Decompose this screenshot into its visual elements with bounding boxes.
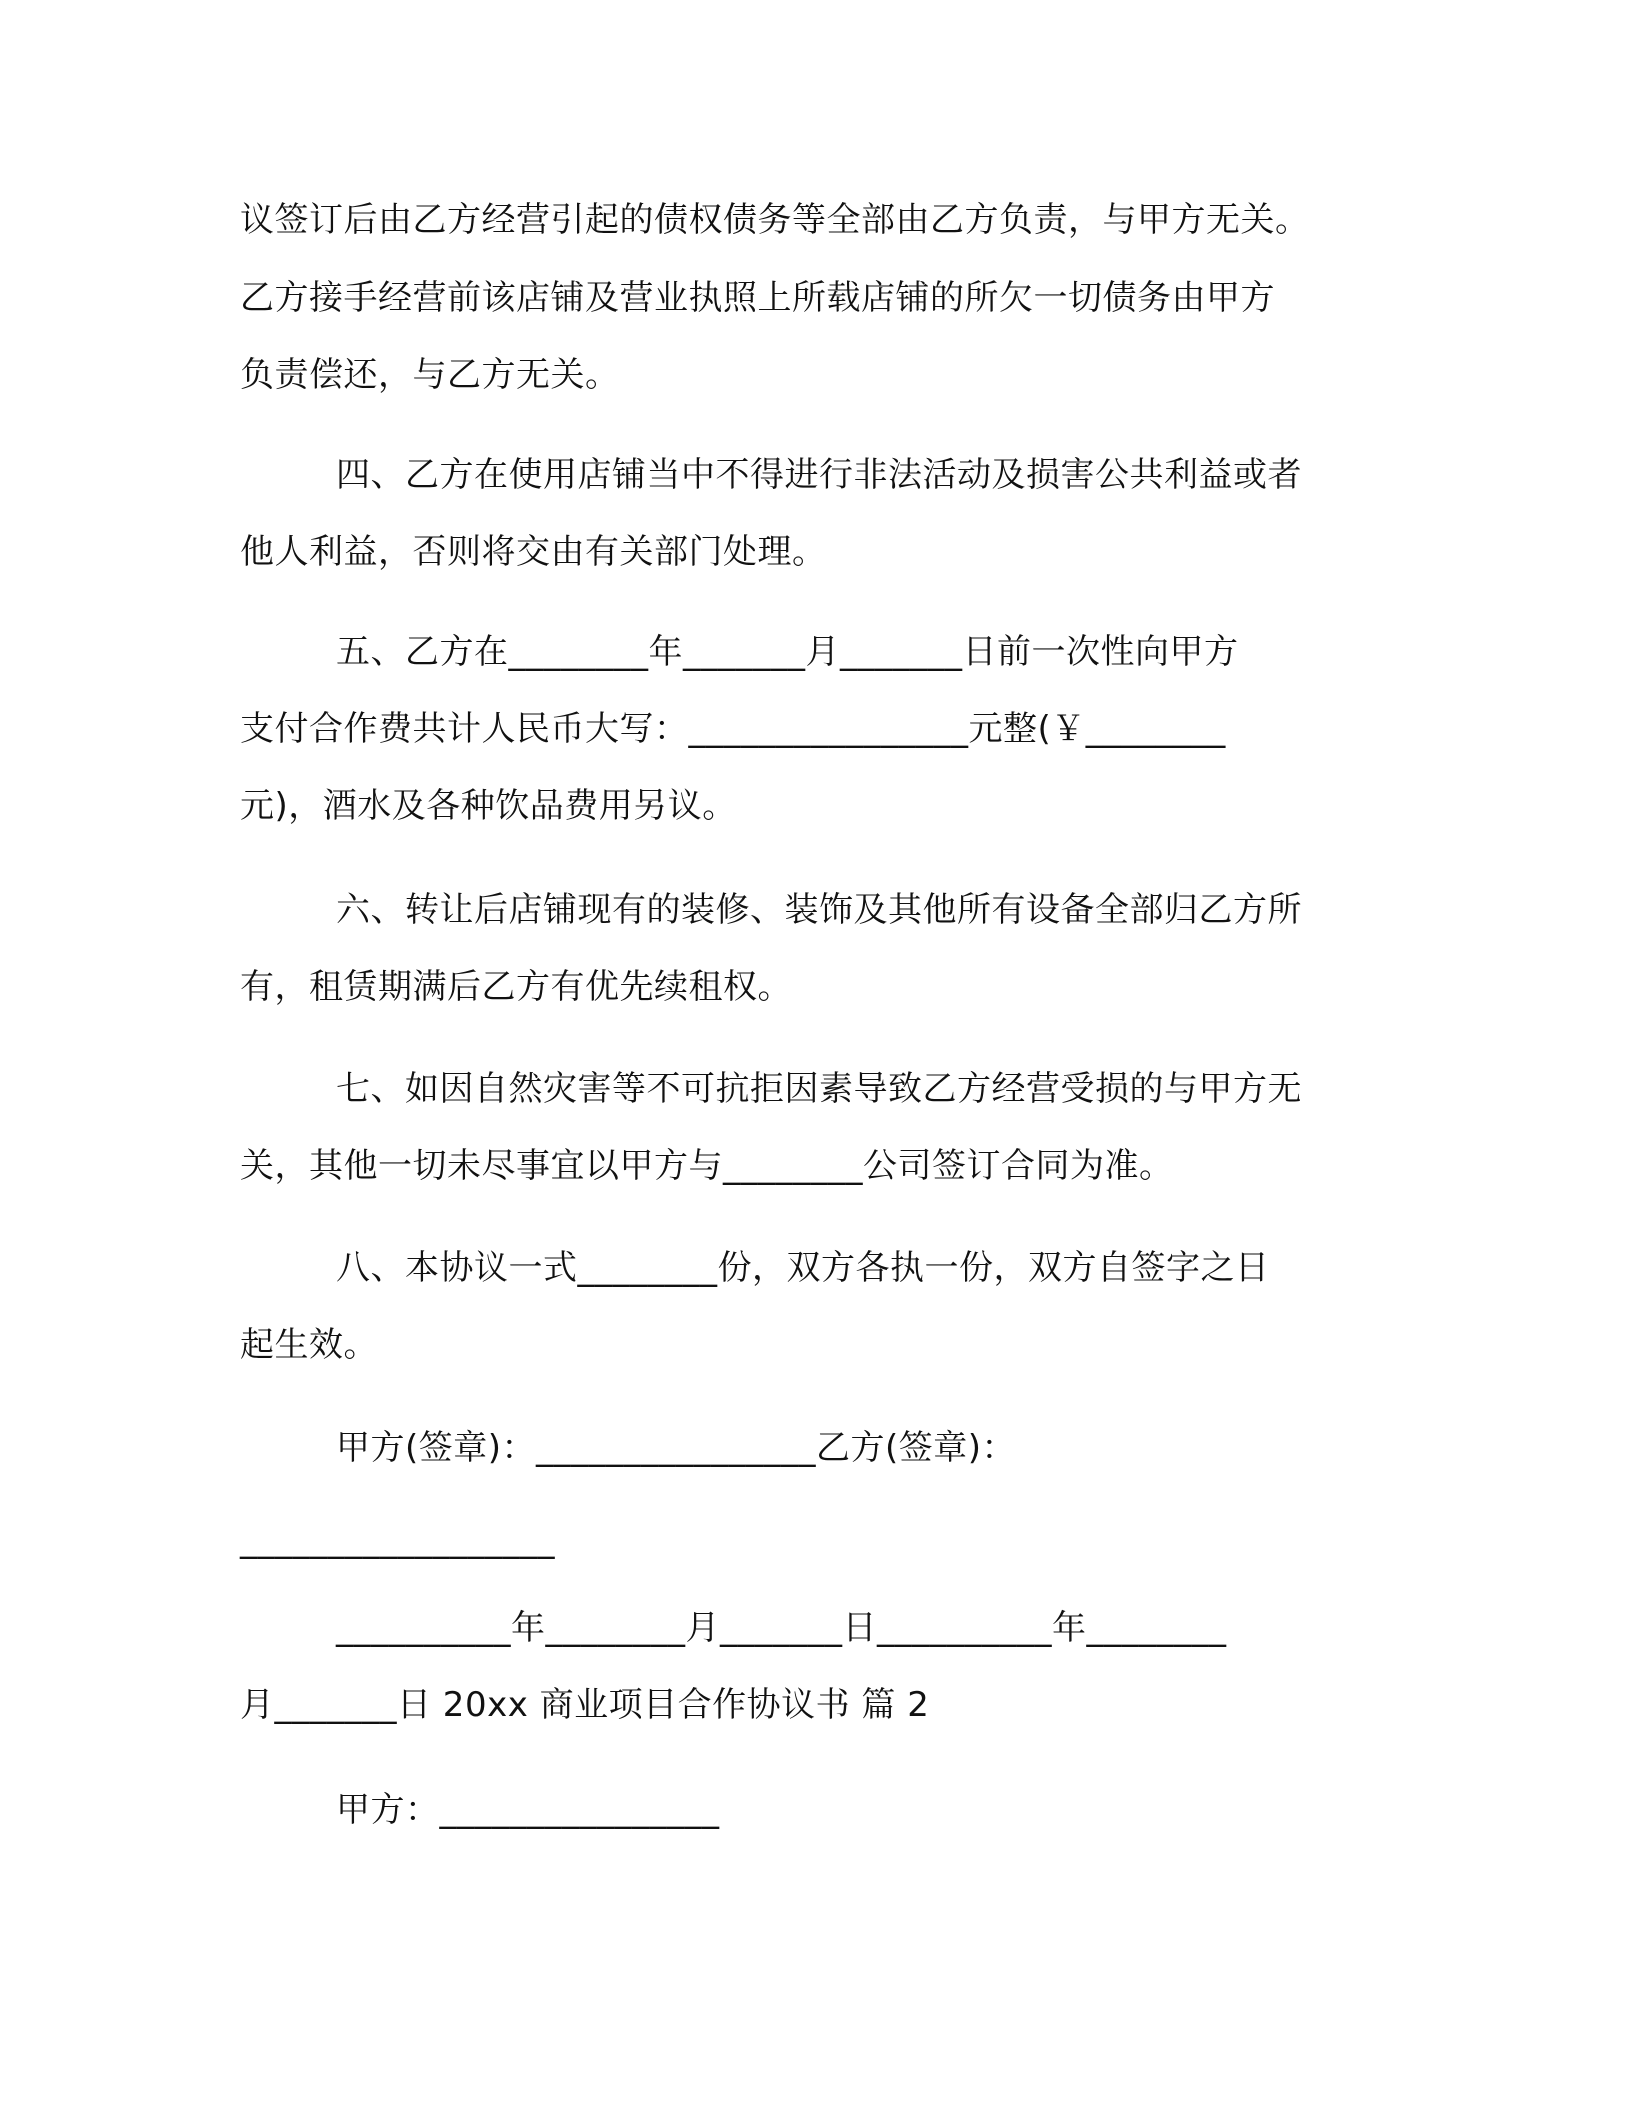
clause-5-line-1: 五、乙方在________年_______月_______日前一次性向甲方 [336,632,1239,672]
clause-6-line-2: 有，租赁期满后乙方有优先续租权。 [240,967,792,1007]
clause-7-line-2: 关，其他一切未尽事宜以甲方与________公司签订合同为准。 [240,1146,1174,1186]
clause-7-line-1: 七、如因自然灾害等不可抗拒因素导致乙方经营受损的与甲方无 [336,1069,1302,1109]
clause-8-line-1: 八、本协议一式________份，双方各执一份，双方自签字之日 [336,1248,1270,1288]
clause-5-line-2: 支付合作费共计人民币大写：________________元整(￥________ [240,709,1226,749]
clause-4-line-2: 他人利益，否则将交由有关部门处理。 [240,532,827,572]
section-heading-line: 月_______日 20xx 商业项目合作协议书 篇 2 [240,1685,930,1725]
clause-6-line-1: 六、转让后店铺现有的装修、装饰及其他所有设备全部归乙方所 [336,890,1302,930]
text-line-1: 议签订后由乙方经营引起的债权债务等全部由乙方负责，与甲方无关。 [240,200,1310,240]
signature-blank: __________________ [240,1520,555,1560]
clause-4-line-1: 四、乙方在使用店铺当中不得进行非法活动及损害公共利益或者 [336,455,1302,495]
clause-8-line-2: 起生效。 [240,1325,378,1365]
signature-line: 甲方(签章)：________________乙方(签章)： [336,1428,1017,1468]
text-line-3: 负责偿还，与乙方无关。 [240,355,620,395]
party-a-line: 甲方：________________ [336,1790,720,1830]
text-line-2: 乙方接手经营前该店铺及营业执照上所载店铺的所欠一切债务由甲方 [240,278,1275,318]
date-line: __________年________月_______日__________年________ [336,1608,1227,1648]
clause-5-line-3: 元)，酒水及各种饮品费用另议。 [240,786,737,826]
